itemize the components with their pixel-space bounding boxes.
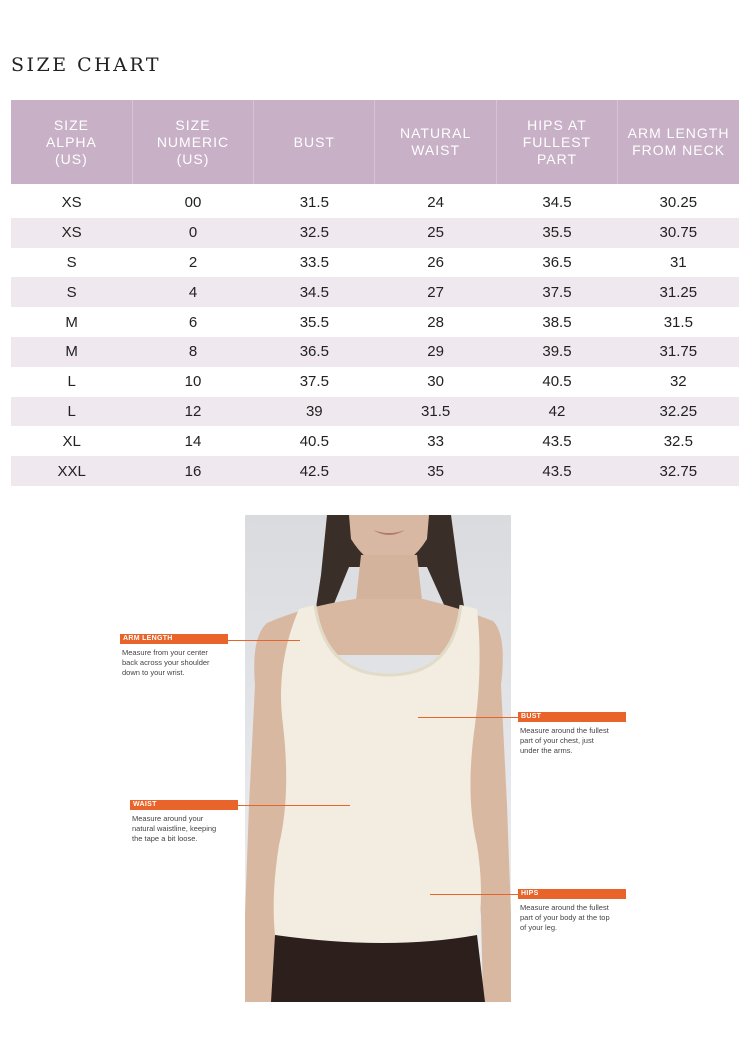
hips-callout [518, 889, 638, 933]
table-cell: 31.25 [618, 277, 739, 307]
table-row [11, 367, 739, 397]
table-cell: 25 [375, 218, 496, 248]
header-text: NATURAL [399, 125, 472, 141]
table-cell: 31.75 [618, 337, 739, 367]
header-text: FULLEST [522, 133, 592, 150]
table-cell: 16 [132, 456, 253, 486]
waist-label: WAIST [130, 800, 238, 810]
table-cell: 40.5 [542, 373, 572, 391]
table-cell: 37.5 [299, 373, 329, 391]
table-cell: 24 [427, 194, 444, 212]
header-text: ALPHA [45, 133, 97, 150]
table-row [11, 397, 739, 427]
header-text: ARM LENGTH [627, 125, 730, 141]
header-bust [254, 100, 375, 184]
table-cell: 30.75 [618, 218, 739, 248]
bust-callout [518, 712, 626, 756]
table-cell: 00 [184, 194, 202, 212]
table-cell: XXL [11, 456, 132, 486]
table-cell: 4 [132, 277, 253, 307]
bust-label: BUST [518, 712, 626, 722]
model-photo [245, 515, 511, 1002]
table-cell: 35.5 [299, 313, 329, 331]
header-text: (US) [176, 150, 210, 167]
table-cell: 39.5 [496, 337, 617, 367]
table-cell: 34.5 [542, 194, 572, 212]
arm-length-leader-line [228, 640, 300, 641]
table-cell: 38.5 [542, 313, 572, 331]
table-cell: 2 [188, 253, 198, 271]
table-cell: 31.5 [299, 194, 329, 212]
table-row [11, 218, 739, 248]
description-line: Measure around your [132, 814, 204, 823]
table-cell: M [65, 313, 78, 331]
table-row [11, 184, 739, 218]
table-cell: 35 [375, 456, 496, 486]
table-cell: 36.5 [542, 253, 572, 271]
arm-length-callout [120, 634, 228, 678]
table-cell: M [11, 337, 132, 367]
table-row [11, 307, 739, 337]
table-cell: 29 [375, 337, 496, 367]
table-row [11, 337, 739, 367]
table-cell: 32.75 [618, 456, 739, 486]
description-line: down to your wrist. [122, 668, 185, 677]
table-cell: S [66, 253, 77, 271]
table-cell: 39 [254, 397, 375, 427]
table-cell: 32.25 [618, 397, 739, 427]
page-title: SIZE CHART [11, 54, 162, 76]
table-cell: 10 [184, 373, 202, 391]
header-size-numeric [132, 100, 253, 184]
table-cell: 35.5 [496, 218, 617, 248]
table-cell: 32 [669, 373, 687, 391]
header-text: FROM NECK [632, 142, 726, 158]
table-cell: 8 [132, 337, 253, 367]
table-cell: 37.5 [496, 277, 617, 307]
table-cell: S [11, 277, 132, 307]
table-cell: 32.5 [663, 432, 693, 450]
table-row [11, 426, 739, 456]
header-text: HIPS AT [527, 116, 587, 133]
table-row [11, 248, 739, 278]
table-cell: 40.5 [299, 432, 329, 450]
description-line: Measure around the fullest [520, 726, 609, 735]
table-cell: 0 [132, 218, 253, 248]
table-cell: 6 [188, 313, 198, 331]
table-cell: 33 [427, 432, 444, 450]
table-cell: XS [11, 218, 132, 248]
bust-leader-line [418, 717, 518, 718]
table-row [11, 277, 739, 307]
bust-description [518, 726, 626, 756]
table-cell: L [67, 373, 76, 391]
table-cell: 12 [132, 397, 253, 427]
waist-leader-line [238, 805, 350, 806]
table-cell: 26 [427, 253, 444, 271]
table-cell: 42 [496, 397, 617, 427]
header-text: BUST [293, 133, 335, 150]
table-cell: 30 [427, 373, 444, 391]
arm-length-description [120, 648, 228, 678]
table-cell: 43.5 [542, 432, 572, 450]
hips-leader-line [430, 894, 518, 895]
table-cell: 42.5 [254, 456, 375, 486]
header-text: WAIST [411, 142, 461, 158]
table-cell: 36.5 [254, 337, 375, 367]
header-text: SIZE [53, 116, 89, 133]
description-line: part of your body at the top [520, 913, 610, 922]
description-line: back across your shoulder [122, 658, 210, 667]
table-cell: 31 [669, 253, 687, 271]
description-line: Measure around the fullest [520, 903, 609, 912]
hips-description [518, 903, 638, 933]
description-line: under the arms. [520, 746, 573, 755]
model-illustration [245, 515, 511, 1002]
table-header-row [11, 100, 739, 184]
header-text: PART [536, 150, 577, 167]
header-text: NUMERIC [156, 133, 230, 150]
header-arm-length [618, 100, 739, 184]
description-line: of your leg. [520, 923, 558, 932]
header-size-alpha [11, 100, 132, 184]
table-cell: 32.5 [254, 218, 375, 248]
table-cell: 33.5 [299, 253, 329, 271]
table-cell: XL [62, 432, 81, 450]
description-line: the tape a bit loose. [132, 834, 198, 843]
header-text: SIZE [175, 116, 211, 133]
waist-callout [130, 800, 238, 844]
table-cell: XS [61, 194, 82, 212]
table-cell: 27 [375, 277, 496, 307]
table-cell: 31.5 [663, 313, 693, 331]
header-natural-waist [375, 100, 496, 184]
table-cell: 30.25 [659, 194, 698, 212]
header-text: (US) [55, 150, 88, 167]
description-line: part of your chest, just [520, 736, 594, 745]
table-row [11, 456, 739, 486]
table-cell: L [11, 397, 132, 427]
arm-length-label: ARM LENGTH [120, 634, 228, 644]
table-cell: 28 [427, 313, 444, 331]
hips-label: HIPS [518, 889, 626, 899]
table-cell: 14 [184, 432, 202, 450]
description-line: Measure from your center [122, 648, 208, 657]
waist-description [130, 814, 238, 844]
table-cell: 31.5 [375, 397, 496, 427]
table-cell: 43.5 [496, 456, 617, 486]
table-cell: 34.5 [254, 277, 375, 307]
header-hips [496, 100, 617, 184]
size-chart-table [11, 100, 739, 486]
description-line: natural waistline, keeping [132, 824, 217, 833]
